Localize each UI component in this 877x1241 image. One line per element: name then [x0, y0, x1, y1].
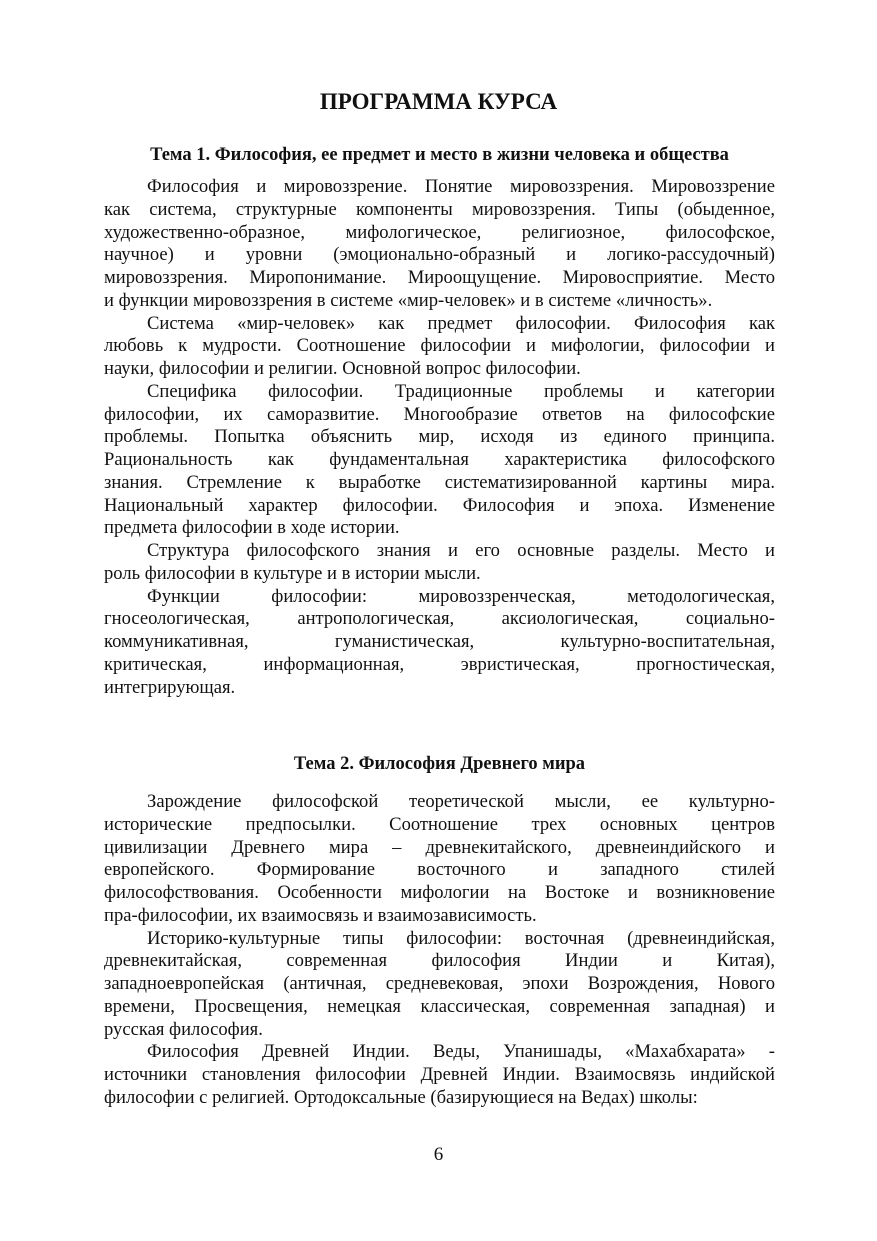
- text-line: Рациональность как фундаментальная характеристика философского: [104, 449, 775, 470]
- text-line: Зарождение философской теоретической мысли, ее культурно-: [147, 791, 775, 812]
- paragraph: [104, 586, 775, 700]
- text-line: цивилизации Древнего мира – древнекитайского, древнеиндийского и: [104, 836, 775, 858]
- text-line: Система «мир-человек» как предмет философии. Философия как: [147, 312, 775, 334]
- text-line: науки, философии и религии. Основной вопрос философии.: [104, 358, 581, 379]
- page-title: ПРОГРАММА КУРСА: [319, 89, 558, 114]
- text-line: интегрирующая.: [104, 676, 236, 698]
- section-heading-1: Тема 1. Философия, ее предмет и место в жизни человека и общества: [150, 145, 729, 165]
- text-line: предмета философии в ходе истории.: [104, 517, 400, 539]
- paragraph: [104, 928, 775, 1042]
- paragraph: [104, 313, 775, 381]
- section-heading-2: Тема 2. Философия Древнего мира: [293, 754, 586, 774]
- text-line: пра-философии, их взаимосвязь и взаимозависимость.: [104, 904, 537, 926]
- text-line: философии с религией. Ортодоксальные (базирующиеся на Ведах) школы:: [104, 1086, 698, 1108]
- text-line: гносеологическая, антропологическая, аксиологическая, социально-: [104, 608, 775, 630]
- paragraph: [104, 540, 775, 586]
- text-line: Философия и мировоззрение. Понятие мировоззрения. Мировоззрение: [147, 176, 775, 197]
- text-line: мировоззрения. Миропонимание. Мироощущение. Мировосприятие. Место: [104, 267, 775, 288]
- text-line: Специфика философии. Традиционные проблемы и категории: [147, 380, 775, 402]
- text-line: философствования. Особенности мифологии на Востоке и возникновение: [104, 882, 775, 903]
- text-line: русская философия.: [104, 1018, 263, 1040]
- text-line: Структура философского знания и его основные разделы. Место и: [147, 540, 775, 561]
- paragraph: [104, 791, 775, 928]
- paragraph: [104, 381, 775, 540]
- page-number: 6: [433, 1144, 444, 1165]
- paragraph: [104, 176, 775, 313]
- text-line: знания. Стремление к выработке систематизированной картины мира.: [104, 471, 775, 493]
- section-body-1: [104, 176, 775, 699]
- text-line: западноевропейская (античная, средневековая, эпохи Возрождения, Нового: [104, 973, 775, 994]
- text-line: Философия Древней Индии. Веды, Упанишады, «Махабхарата» -: [147, 1041, 775, 1063]
- text-line: древнекитайская, современная философия Индии и Китая),: [104, 950, 775, 972]
- text-line: европейского. Формирование восточного и западного стилей: [104, 859, 775, 881]
- text-line: как система, структурные компоненты мировоззрения. Типы (обыденное,: [104, 198, 775, 220]
- text-line: источники становления философии Древней Индии. Взаимосвязь индийской: [104, 1064, 775, 1085]
- text-line: проблемы. Попытка объяснить мир, исходя из единого принципа.: [104, 426, 775, 448]
- text-line: критическая, информационная, эвристическая, прогностическая,: [104, 653, 775, 675]
- text-line: философии, их саморазвитие. Многообразие ответов на философские: [104, 403, 775, 425]
- text-line: любовь к мудрости. Соотношение философии и мифологии, философии и: [104, 335, 775, 357]
- text-line: Историко-культурные типы философии: восточная (древнеиндийская,: [147, 927, 775, 949]
- text-line: научное) и уровни (эмоционально-образный и логико-рассудочный): [104, 244, 775, 266]
- text-line: коммуникативная, гуманистическая, культурно-воспитательная,: [104, 631, 775, 652]
- text-line: Функции философии: мировоззренческая, методологическая,: [147, 585, 775, 607]
- text-line: и функции мировоззрения в системе «мир-человек» и в системе «личность».: [104, 289, 713, 311]
- text-line: исторические предпосылки. Соотношение трех основных центров: [104, 813, 775, 835]
- text-line: Национальный характер философии. Философия и эпоха. Изменение: [104, 494, 775, 516]
- text-line: времени, Просвещения, немецкая классическая, современная западная) и: [104, 995, 775, 1017]
- text-line: роль философии в культуре и в истории мысли.: [104, 562, 481, 584]
- paragraph: [104, 1041, 775, 1109]
- section-body-2: [104, 791, 775, 1110]
- text-line: художественно-образное, мифологическое, религиозное, философское,: [104, 221, 775, 243]
